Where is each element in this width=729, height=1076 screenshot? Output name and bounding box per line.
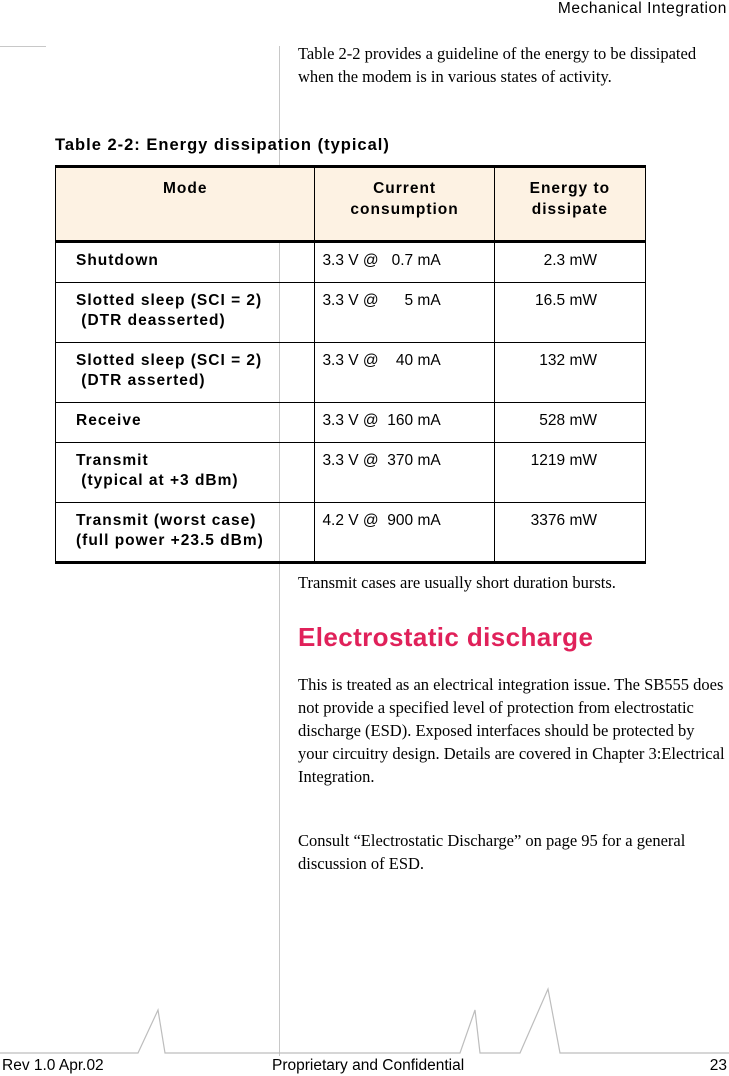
table-row	[56, 443, 646, 503]
mode-line: Transmit	[76, 452, 149, 469]
current-cell: 3.3 V @ 0.7 mA	[315, 242, 494, 283]
mode-cell	[56, 403, 315, 443]
section-heading: Electrostatic discharge	[298, 622, 594, 652]
energy-cell: 16.5 mW	[494, 283, 645, 343]
header-rule	[0, 46, 46, 47]
table-row	[56, 503, 646, 563]
mode-cell	[56, 343, 315, 403]
running-header: Mechanical Integration	[557, 0, 727, 17]
header-current: Current consumption	[315, 167, 494, 242]
energy-table	[55, 165, 646, 564]
table-row	[56, 403, 646, 443]
mode-line: Receive	[76, 412, 142, 429]
current-cell: 3.3 V @ 5 mA	[315, 283, 494, 343]
mode-line: Transmit (worst case)	[76, 512, 257, 529]
table-row	[56, 242, 646, 283]
table-note: Transmit cases are usually short duration bursts.	[298, 573, 616, 592]
page-number: 23	[709, 1057, 727, 1074]
current-cell: 3.3 V @ 370 mA	[315, 443, 494, 503]
current-cell: 3.3 V @ 40 mA	[315, 343, 494, 403]
header-energy: Energy to dissipate	[494, 167, 645, 242]
mode-line: (full power +23.5 dBm)	[76, 532, 264, 549]
table-title: Table 2-2: Energy dissipation (typical)	[55, 136, 390, 154]
table-row	[56, 283, 646, 343]
mode-line: Shutdown	[76, 252, 159, 269]
current-cell: 3.3 V @ 160 mA	[315, 403, 494, 443]
intro-paragraph: Table 2-2 provides a guideline of the energy to be dissipated when the modem is in various states of activity.	[298, 44, 697, 86]
energy-cell: 132 mW	[494, 343, 645, 403]
mode-cell	[56, 503, 315, 563]
table-header-row	[56, 167, 646, 242]
mode-line: (typical at +3 dBm)	[76, 472, 239, 489]
energy-cell: 1219 mW	[494, 443, 645, 503]
energy-cell: 2.3 mW	[494, 242, 645, 283]
footer-waveform	[0, 985, 729, 1055]
footer-revision: Rev 1.0 Apr.02	[2, 1057, 104, 1074]
current-cell: 4.2 V @ 900 mA	[315, 503, 494, 563]
section-paragraph: Consult “Electrostatic Discharge” on page 95 for a general discussion of ESD.	[298, 831, 686, 873]
mode-line: Slotted sleep (SCI = 2)	[76, 352, 263, 369]
mode-line: (DTR deasserted)	[76, 312, 226, 329]
mode-cell	[56, 283, 315, 343]
footer-confidentiality: Proprietary and Confidential	[272, 1057, 465, 1074]
energy-cell: 528 mW	[494, 403, 645, 443]
header-mode: Mode	[56, 167, 315, 242]
mode-cell	[56, 443, 315, 503]
mode-line: (DTR asserted)	[76, 372, 206, 389]
energy-cell: 3376 mW	[494, 503, 645, 563]
mode-line: Slotted sleep (SCI = 2)	[76, 292, 263, 309]
table-row	[56, 343, 646, 403]
section-paragraph: This is treated as an electrical integration issue. The SB555 does not provide a specified level of protection from electrostatic discharge (ESD). Exposed interfaces should be protected by your circuitry design. Details are covered in Chapter 3:Electrical Integration.	[298, 675, 725, 786]
mode-cell	[56, 242, 315, 283]
